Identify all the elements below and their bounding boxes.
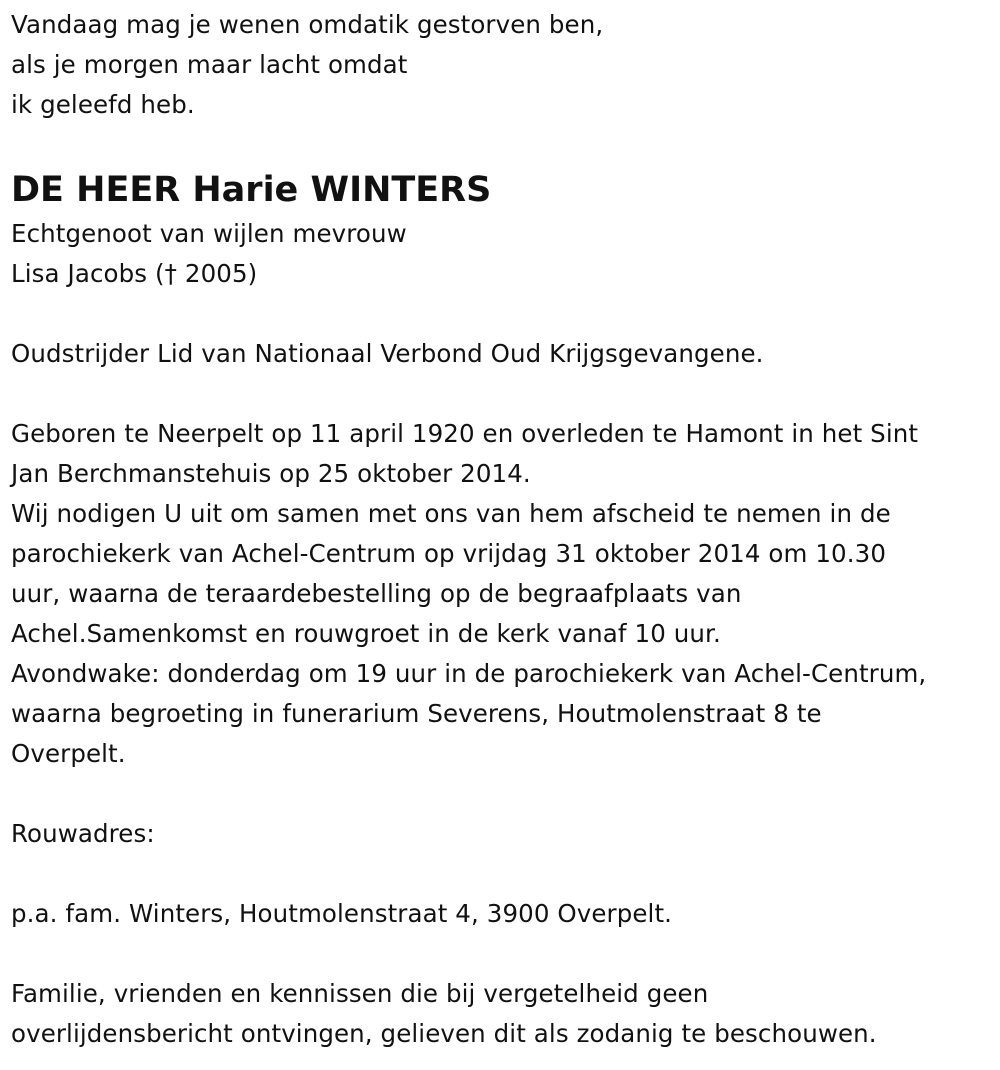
membership-text: Oudstrijder Lid van Nationaal Verbond Oud Krijgsgevangene.	[11, 339, 764, 368]
notice-line: overlijdensbericht ontvingen, gelieven dit als zodanig te beschouwen.	[11, 1019, 877, 1048]
spouse-line: Echtgenoot van wijlen mevrouw	[11, 219, 407, 248]
motto-line: Vandaag mag je wenen omdatik gestorven ben,	[11, 10, 604, 39]
spouse-line: Lisa Jacobs († 2005)	[11, 259, 258, 288]
motto-verse	[11, 0, 996, 125]
motto-line: als je morgen maar lacht omdat	[11, 50, 408, 79]
body-line: Avondwake: donderdag om 19 uur in de parochiekerk van Achel-Centrum,	[11, 659, 927, 688]
body-line: waarna begroeting in funerarium Severens, Houtmolenstraat 8 te	[11, 699, 822, 728]
spouse-info	[11, 214, 996, 294]
body-line: Jan Berchmanstehuis op 25 oktober 2014.	[11, 459, 531, 488]
spacer	[11, 294, 996, 334]
address-label: Rouwadres:	[11, 819, 155, 848]
body-line: Wij nodigen U uit om samen met ons van hem afscheid te nemen in de	[11, 499, 891, 528]
body-line: Geboren te Neerpelt op 11 april 1920 en overleden te Hamont in het Sint	[11, 419, 919, 448]
spacer	[11, 854, 996, 894]
spacer	[11, 774, 996, 814]
spacer	[11, 934, 996, 974]
mourning-address: p.a. fam. Winters, Houtmolenstraat 4, 3900 Overpelt.	[11, 899, 673, 928]
spacer	[11, 374, 996, 414]
body-line: uur, waarna de teraardebestelling op de begraafplaats van	[11, 579, 742, 608]
closing-notice	[11, 974, 996, 1054]
body-line: parochiekerk van Achel-Centrum op vrijdag 31 oktober 2014 om 10.30	[11, 539, 887, 568]
motto-line: ik geleefd heb.	[11, 90, 195, 119]
body-line: Achel.Samenkomst en rouwgroet in de kerk vanaf 10 uur.	[11, 619, 721, 648]
obituary-body	[11, 414, 996, 774]
notice-line: Familie, vrienden en kennissen die bij vergetelheid geen	[11, 979, 709, 1008]
obituary-notice	[11, 0, 996, 1054]
body-line: Overpelt.	[11, 739, 126, 768]
deceased-name-title: DE HEER Harie WINTERS	[11, 170, 492, 210]
